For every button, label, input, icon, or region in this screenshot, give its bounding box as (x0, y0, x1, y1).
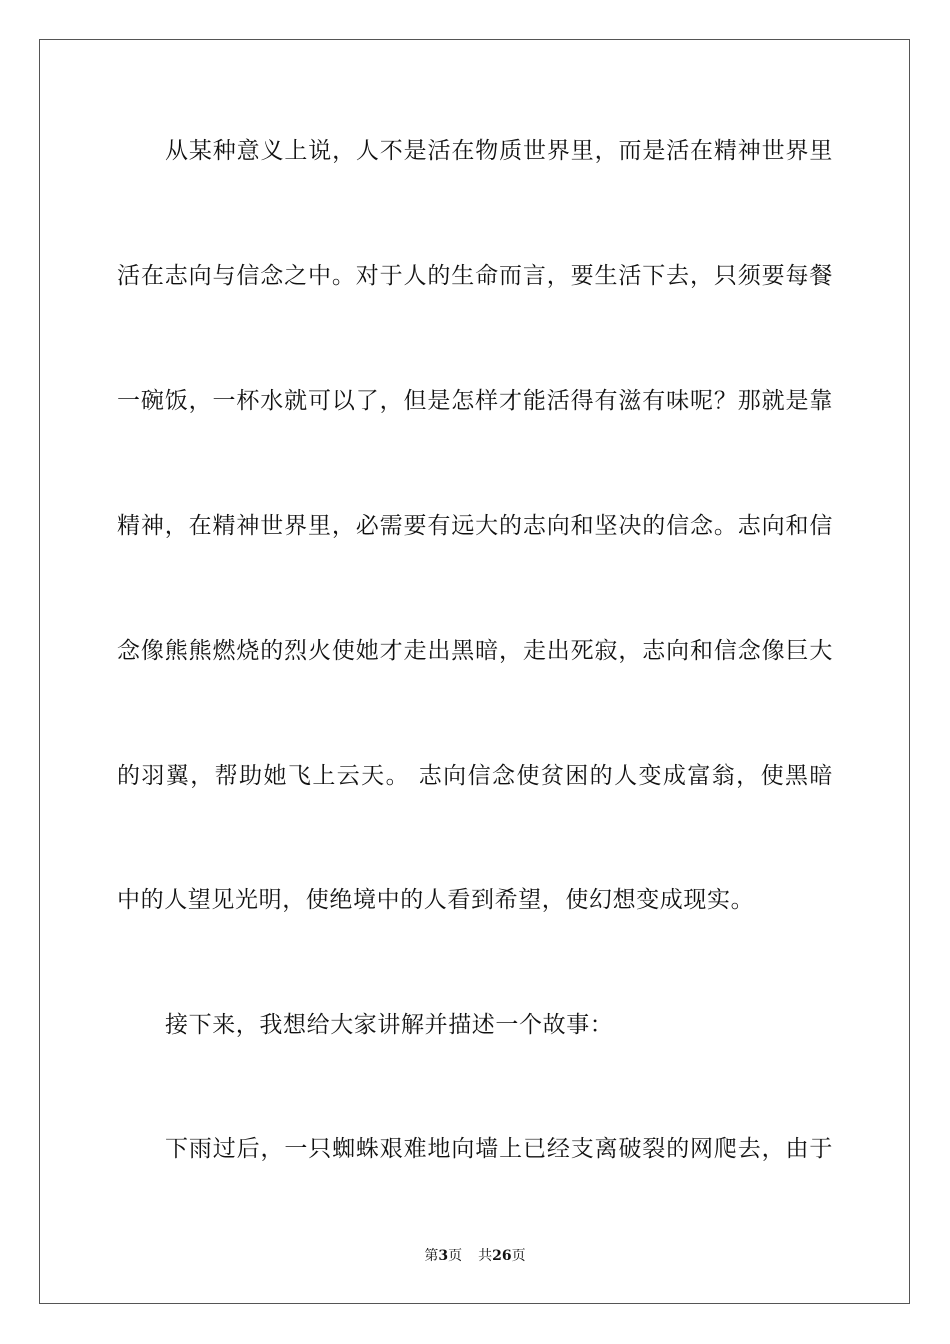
page-suffix: 页 (448, 1248, 463, 1264)
total-pages: 26 (492, 1248, 512, 1264)
total-suffix: 页 (511, 1248, 526, 1264)
paragraph-line: 精神，在精神世界里，必需要有远大的志向和坚决的信念。志向和信 (117, 513, 833, 539)
total-prefix: 共 (478, 1248, 493, 1264)
paragraph-line: 念像熊熊燃烧的烈火使她才走出黑暗，走出死寂，志向和信念像巨大 (117, 638, 833, 664)
paragraph-line: 活在志向与信念之中。对于人的生命而言，要生活下去，只须要每餐 (117, 263, 833, 289)
page-prefix: 第 (424, 1248, 439, 1264)
paragraph-line: 的羽翼，帮助她飞上云天。 志向信念使贫困的人变成富翁，使黑暗 (117, 763, 833, 789)
paragraph-line: 从某种意义上说，人不是活在物质世界里，而是活在精神世界里 (165, 138, 833, 164)
paragraph-line: 下雨过后，一只蜘蛛艰难地向墙上已经支离破裂的网爬去，由于 (165, 1136, 833, 1162)
page-number: 3 (438, 1248, 449, 1264)
paragraph-line: 中的人望见光明，使绝境中的人看到希望，使幻想变成现实。 (117, 887, 755, 913)
page-border (39, 39, 910, 1304)
paragraph-line: 接下来，我想给大家讲解并描述一个故事： (165, 1012, 614, 1038)
paragraph-line: 一碗饭，一杯水就可以了，但是怎样才能活得有滋有味呢？那就是靠 (117, 388, 833, 414)
page-footer (0, 1246, 950, 1266)
